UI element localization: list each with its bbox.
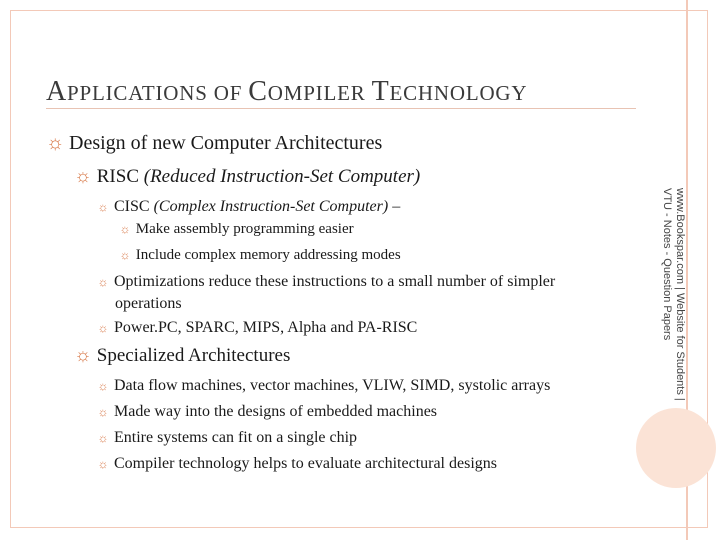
side-note-line: VTU - Notes - Question Papers	[661, 188, 673, 341]
bullet-risc	[74, 166, 420, 188]
bullet-text: Optimizations reduce these instructions to a small number of simpler	[114, 273, 556, 290]
side-note-line: www.Bookspar.com | Website for Students |	[674, 188, 686, 401]
bullet-text: Entire systems can fit on a single chip	[114, 429, 358, 446]
bullet-cisc-sub	[118, 247, 401, 264]
bullet-text: –	[388, 198, 401, 215]
sun-bullet-icon: ☼	[97, 275, 109, 289]
bullet-level1	[46, 132, 382, 155]
bullet-continuation	[115, 295, 182, 313]
sun-bullet-icon: ☼	[97, 405, 109, 419]
bullet-text: Design of new Computer Architectures	[69, 132, 383, 154]
title-divider	[46, 108, 636, 109]
sun-bullet-icon: ☼	[74, 345, 92, 366]
sun-bullet-icon: ☼	[97, 457, 109, 471]
bullet-text: Specialized Architectures	[96, 345, 291, 366]
bullet-risc-item	[96, 273, 555, 291]
bullet-text: Power.PC, SPARC, MIPS, Alpha and PA-RISC	[114, 319, 418, 336]
bullet-specialized-item	[96, 403, 437, 421]
bullet-text: CISC	[114, 198, 150, 215]
sun-bullet-icon: ☼	[119, 248, 131, 262]
sun-bullet-icon: ☼	[97, 321, 109, 335]
bullet-text: Include complex memory addressing modes	[135, 247, 401, 263]
side-watermark	[661, 188, 686, 438]
sun-bullet-icon: ☼	[97, 200, 109, 214]
bullet-specialized-item	[96, 455, 497, 473]
title-letter: A	[46, 76, 68, 107]
bullet-specialized-item	[96, 429, 357, 447]
sun-bullet-icon: ☼	[97, 379, 109, 393]
bullet-text: Data flow machines, vector machines, VLIW, SIMD, systolic arrays	[114, 377, 551, 394]
bullet-text: operations	[115, 295, 182, 312]
title-word: OMPILER	[267, 81, 366, 105]
bullet-specialized-item	[96, 377, 550, 395]
sun-bullet-icon: ☼	[46, 132, 65, 154]
bullet-text: (Complex Instruction-Set Computer)	[153, 198, 389, 215]
bullet-specialized	[74, 345, 290, 367]
bullet-risc-item	[96, 319, 417, 337]
bullet-text: (Reduced Instruction-Set Computer)	[143, 166, 421, 187]
title-word: PPLICATIONS	[67, 81, 208, 105]
bullet-cisc	[96, 198, 400, 216]
sun-bullet-icon: ☼	[97, 431, 109, 445]
bullet-cisc-sub	[118, 221, 354, 238]
slide-title	[46, 76, 527, 108]
bullet-text: Make assembly programming easier	[135, 221, 354, 237]
title-letter: T	[371, 76, 390, 107]
title-word: ECHNOLOGY	[389, 81, 528, 105]
bullet-text: RISC	[96, 166, 139, 187]
bullet-text: Compiler technology helps to evaluate architectural designs	[114, 455, 497, 472]
title-letter: C	[248, 76, 268, 107]
sun-bullet-icon: ☼	[119, 222, 131, 236]
sun-bullet-icon: ☼	[74, 166, 92, 187]
title-word: OF	[213, 81, 243, 105]
bullet-text: Made way into the designs of embedded machines	[114, 403, 438, 420]
